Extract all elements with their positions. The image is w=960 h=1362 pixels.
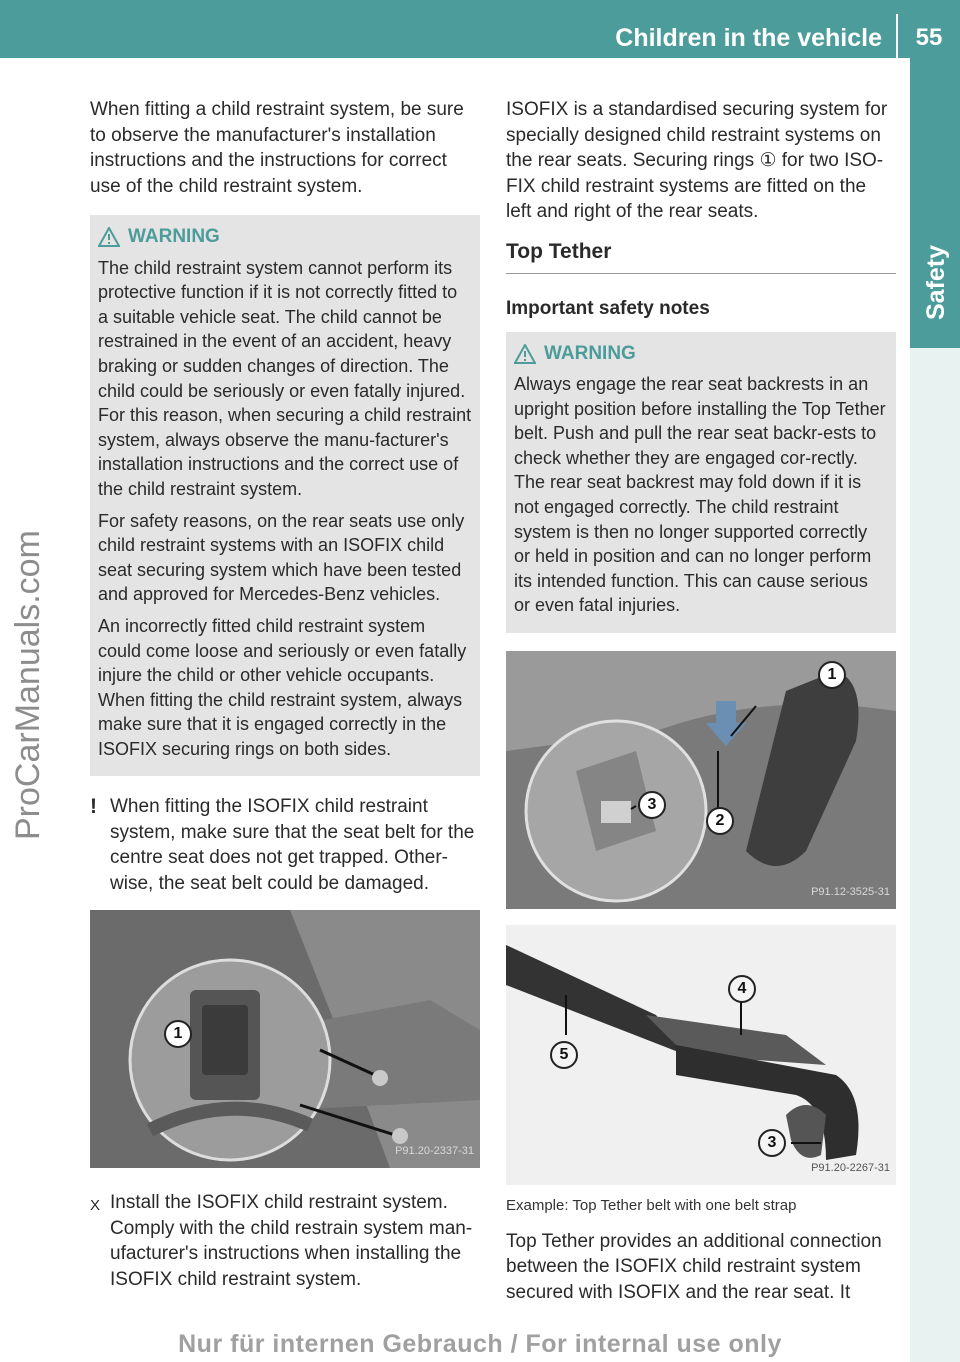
warning-heading <box>98 225 472 250</box>
warning-box <box>90 215 480 776</box>
step-text: Install the ISOFIX child restraint system. Comply with the child restrain system man-ufacturer's instructions when installing the ISOFIX child restraint system. <box>110 1192 473 1290</box>
exclamation-icon: ! <box>90 795 97 819</box>
safety-notes-heading: Important safety notes <box>506 298 710 319</box>
intro-paragraph: When fitting a child restraint system, be sure to observe the manufacturer's installation instructions and the instructions for correct use of the child restraint system. <box>90 99 464 197</box>
figure-code: P91.20-2267-31 <box>811 1161 890 1174</box>
warning-triangle-icon <box>98 227 120 247</box>
warning-title: WARNING <box>544 342 636 364</box>
top-tether-belt-figure <box>506 925 896 1185</box>
left-column <box>90 97 480 1292</box>
page-number: 55 <box>915 24 943 51</box>
section-title: Children in the vehicle <box>615 24 882 52</box>
warning-paragraph: An incorrectly fitted child restraint system could come loose and seriously or even fatally injure the child or other vehicle occupants. When fitting the child restraint system, always make sure that it is engaged correctly in the ISOFIX securing rings on both sides. <box>98 615 467 759</box>
callout-5: 5 <box>550 1041 578 1069</box>
callout-3: 3 <box>758 1129 786 1157</box>
warning-heading <box>514 342 888 367</box>
top-tether-anchor-figure <box>506 651 896 909</box>
figure-code: P91.20-2337-31 <box>395 1144 474 1157</box>
right-column <box>506 97 896 1317</box>
callout-3: 3 <box>638 791 666 819</box>
install-step <box>90 1190 480 1292</box>
top-tether-heading: Top Tether <box>506 239 896 275</box>
damage-notice <box>90 794 480 896</box>
figure-caption: Example: Top Tether belt with one belt strap <box>506 1197 797 1215</box>
warning-triangle-icon <box>514 344 536 364</box>
warning-title: WARNING <box>128 226 220 247</box>
side-tab-label: Safety <box>922 244 950 320</box>
warning-paragraph: Always engage the rear seat backrests in an upright position before installing the Top Tether belt. Push and pull the rear seat backr-ests to check whether they are engaged cor-rectly. The rear seat backrest may fold down if it is not engaged correctly. The child restraint system is then no longer supported correctly or held in position and can no longer perform its intended function. This can cause serious or even fatal injuries. <box>514 374 886 616</box>
callout-2: 2 <box>706 807 734 835</box>
callout-1: 1 <box>164 1020 192 1048</box>
watermark: ProCarManuals.com <box>9 530 47 840</box>
isofix-intro: ISOFIX is a standardised securing system for specially designed child restraint systems on the rear seats. Securing rings ① for two ISO-FIX child restraint systems are fitted on the left and right of the rear seats. <box>506 99 888 222</box>
callout-1: 1 <box>818 661 846 689</box>
isofix-ring-figure <box>90 910 480 1168</box>
top-tether-anchor-illustration <box>506 651 896 909</box>
figure-code: P91.12-3525-31 <box>811 885 890 898</box>
callout-4: 4 <box>728 975 756 1003</box>
top-tether-outro: Top Tether provides an additional connection between the ISOFIX child restraint system secured with ISOFIX and the rear seat. It <box>506 1230 882 1303</box>
isofix-seat-illustration <box>90 910 480 1168</box>
warning-paragraph: The child restraint system cannot perform its protective function if it is not correctly fitted to a suitable vehicle seat. The child cannot be restrained in the event of an accident, heavy braking or sudden changes of direction. The child could be seriously or even fatally injured. For this reason, when securing a child restraint system, always observe the manu-facturer's installation instructions and the correct use of the child restraint system. <box>98 257 472 499</box>
step-arrow-icon: X <box>90 1197 101 1215</box>
notice-text: When fitting the ISOFIX child restraint system, make sure that the seat belt for the centre seat does not get trapped. Other-wise, the seat belt could be damaged. <box>110 796 475 894</box>
warning-paragraph: For safety reasons, on the rear seats use only child restraint systems with an ISOFIX child seat securing system which have been tested and approved for Mercedes-Benz vehicles. <box>98 510 465 605</box>
warning-box <box>506 332 896 634</box>
header-divider <box>896 14 898 58</box>
internal-use-footer: Nur für internen Gebrauch / For internal use only <box>178 1330 782 1358</box>
